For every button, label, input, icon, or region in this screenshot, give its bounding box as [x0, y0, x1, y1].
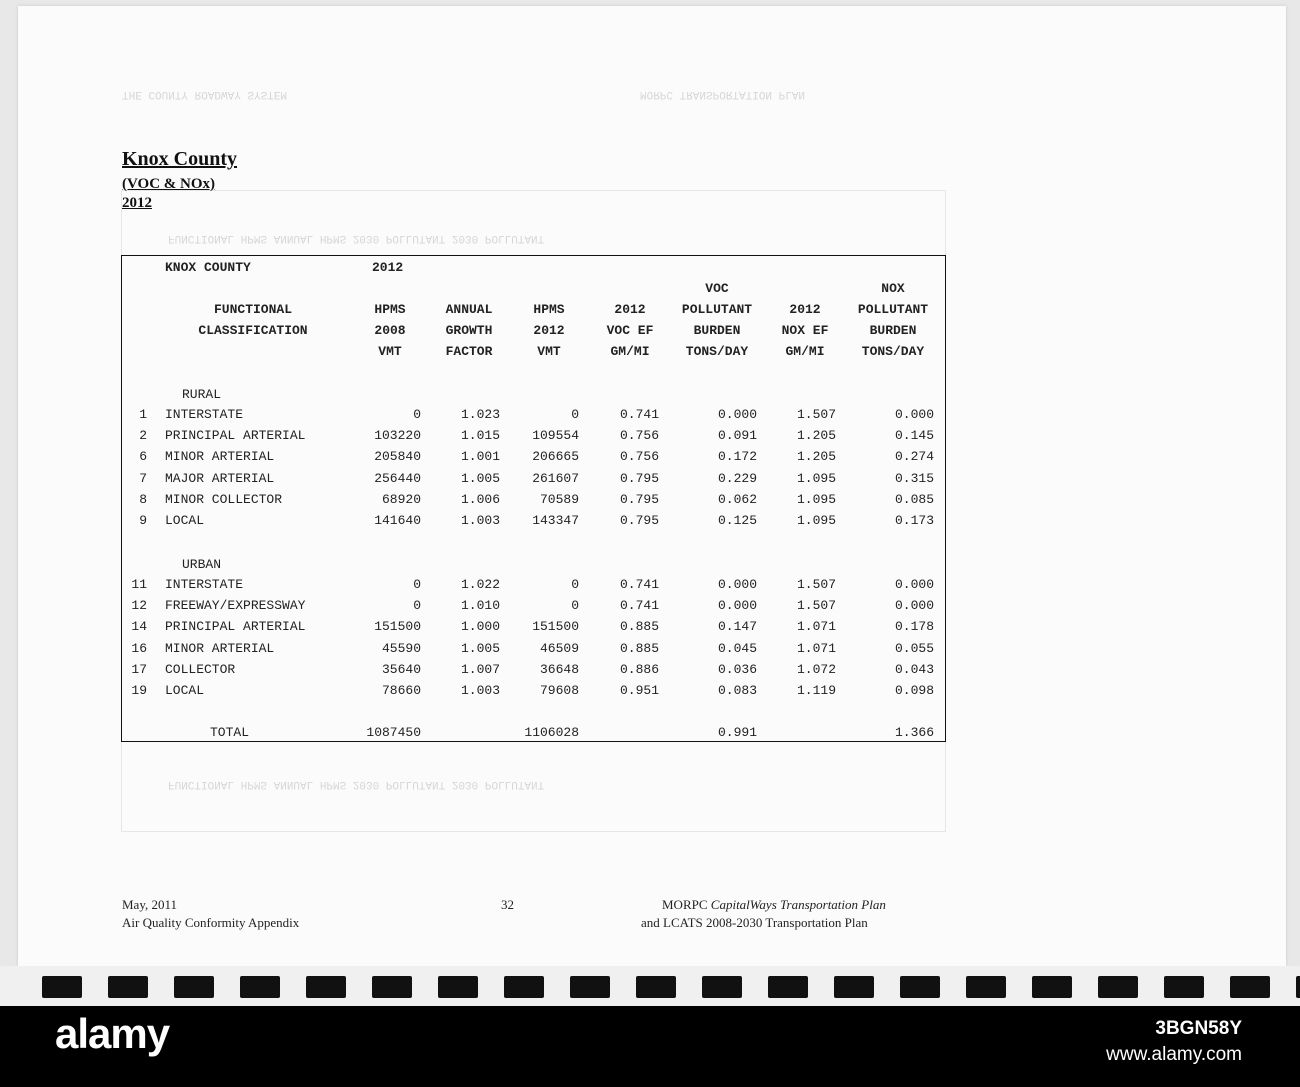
row-value: 1.006	[460, 491, 500, 507]
row-value: 70589	[539, 491, 579, 507]
binding-ring	[1098, 976, 1138, 998]
row-value: 0	[571, 577, 579, 592]
row-value: 1.205	[796, 428, 836, 444]
binding-ring	[636, 976, 676, 998]
binding-ring	[702, 976, 742, 998]
column-header: HPMS	[374, 302, 406, 317]
row-value: 0.741	[619, 407, 659, 422]
row-value: 0.062	[717, 491, 757, 507]
total-voc: 0.991	[717, 725, 757, 740]
row-value: 1.003	[460, 683, 500, 698]
row-value: 1.507	[796, 407, 836, 422]
row-classification: PRINCIPAL ARTERIAL	[165, 619, 306, 635]
row-value: 0.000	[894, 577, 934, 592]
binding-ring	[42, 976, 82, 998]
table-county-label: KNOX COUNTY	[165, 260, 251, 275]
row-value: 1.003	[460, 513, 500, 528]
page-year: 2012	[122, 195, 152, 211]
column-header: TONS/DAY	[685, 344, 749, 359]
row-value: 0	[413, 577, 421, 592]
table-year-label: 2012	[372, 260, 404, 275]
row-classification: INTERSTATE	[165, 407, 244, 422]
row-code: 17	[131, 661, 147, 677]
column-header: GROWTH	[445, 323, 493, 338]
row-value: 1.010	[460, 598, 500, 614]
row-value: 0.147	[717, 619, 757, 635]
row-value: 0.951	[619, 683, 659, 698]
row-value: 0.036	[717, 661, 757, 677]
column-header: GM/MI	[785, 344, 825, 359]
row-value: 1.507	[796, 577, 836, 592]
row-value: 0.756	[619, 428, 659, 444]
row-code: 12	[131, 598, 147, 614]
row-code: 6	[139, 449, 147, 465]
row-value: 151500	[532, 619, 579, 635]
row-value: 1.001	[460, 449, 500, 465]
column-header: TONS/DAY	[861, 344, 925, 359]
row-value: 1.095	[796, 470, 836, 486]
row-code: 9	[139, 513, 147, 528]
bleed-through-text-4: FUNCTIONAL HPMS ANNUAL HPMS 2030 POLLUTANT 2030 POLLUTANT	[168, 778, 545, 790]
footer-plan-prefix: MORPC	[662, 897, 711, 912]
column-header: BURDEN	[869, 323, 917, 338]
total-label: TOTAL	[210, 725, 250, 740]
row-value: 261607	[532, 470, 579, 486]
row-classification: PRINCIPAL ARTERIAL	[165, 428, 306, 444]
column-header: VOC	[705, 281, 729, 296]
row-value: 0.000	[894, 598, 934, 614]
column-header: NOX EF	[781, 323, 829, 338]
footer-appendix: Air Quality Conformity Appendix	[122, 915, 300, 930]
row-classification: LOCAL	[165, 683, 205, 698]
row-value: 0.756	[619, 449, 659, 465]
row-classification: MAJOR ARTERIAL	[165, 470, 275, 486]
row-value: 205840	[374, 449, 421, 465]
column-header: HPMS	[533, 302, 565, 317]
section-label-rural: RURAL	[182, 387, 222, 402]
footer-page-number: 32	[501, 897, 514, 912]
row-value: 0.315	[894, 470, 934, 486]
watermark-bar	[0, 1006, 1300, 1087]
row-code: 8	[139, 491, 147, 507]
column-header: POLLUTANT	[681, 302, 753, 317]
row-classification: FREEWAY/EXPRESSWAY	[165, 598, 306, 614]
binding-ring	[768, 976, 808, 998]
binding-ring	[900, 976, 940, 998]
binding-ring	[1164, 976, 1204, 998]
binding-ring	[1296, 976, 1300, 998]
row-value: 1.000	[460, 619, 500, 635]
bleed-through-text-3: FUNCTIONAL HPMS ANNUAL HPMS 2030 POLLUTANT 2030 POLLUTANT	[168, 232, 545, 244]
row-value: 151500	[374, 619, 421, 635]
row-value: 0.098	[894, 683, 934, 698]
footer-plan-line1	[662, 897, 886, 913]
row-classification: MINOR ARTERIAL	[165, 640, 275, 656]
row-value: 0.795	[619, 491, 659, 507]
row-value: 0.795	[619, 470, 659, 486]
binding-ring	[504, 976, 544, 998]
row-value: 0	[571, 598, 579, 614]
row-value: 79608	[539, 683, 579, 698]
row-value: 0.178	[894, 619, 934, 635]
row-value: 1.205	[796, 449, 836, 465]
row-value: 0.886	[619, 661, 659, 677]
row-value: 256440	[374, 470, 421, 486]
column-header: 2012	[614, 302, 646, 317]
watermark-url: www.alamy.com	[1106, 1044, 1242, 1065]
column-header: 2008	[374, 323, 406, 338]
page-subtitle: (VOC & NOx)	[122, 176, 216, 192]
column-header: CLASSIFICATION	[198, 323, 308, 338]
column-header: 2012	[789, 302, 821, 317]
column-header: FACTOR	[445, 344, 493, 359]
row-value: 0.000	[894, 407, 934, 422]
binding-ring	[1032, 976, 1072, 998]
binding-ring	[966, 976, 1006, 998]
row-value: 141640	[374, 513, 421, 528]
row-classification: MINOR ARTERIAL	[165, 449, 275, 465]
row-code: 2	[139, 428, 147, 444]
row-value: 0.000	[717, 577, 757, 592]
total-hpms-2012: 1106028	[524, 725, 579, 740]
row-value: 46509	[539, 640, 579, 656]
row-value: 103220	[374, 428, 421, 444]
binding-ring	[306, 976, 346, 998]
row-value: 78660	[381, 683, 421, 698]
row-value: 0	[571, 407, 579, 422]
row-value: 1.023	[460, 407, 500, 422]
row-value: 1.071	[796, 619, 836, 635]
row-value: 0.045	[717, 640, 757, 656]
binding-ring	[240, 976, 280, 998]
row-value: 0.795	[619, 513, 659, 528]
row-value: 0.043	[894, 661, 934, 677]
column-header: VMT	[537, 344, 561, 359]
row-value: 109554	[532, 428, 579, 444]
row-code: 7	[139, 470, 147, 486]
row-value: 1.072	[796, 661, 836, 677]
row-code: 11	[131, 577, 147, 592]
row-value: 0.145	[894, 428, 934, 444]
column-header: POLLUTANT	[857, 302, 929, 317]
column-header: FUNCTIONAL	[213, 302, 292, 317]
row-code: 16	[131, 640, 147, 656]
footer-date: May, 2011	[122, 897, 178, 912]
row-value: 1.005	[460, 640, 500, 656]
row-code: 14	[131, 619, 147, 635]
row-value: 1.015	[460, 428, 500, 444]
column-header: 2012	[533, 323, 565, 338]
row-value: 36648	[539, 661, 579, 677]
row-value: 1.095	[796, 491, 836, 507]
row-value: 0.173	[894, 513, 934, 528]
row-value: 1.005	[460, 470, 500, 486]
row-value: 0.125	[717, 513, 757, 528]
row-code: 19	[131, 683, 147, 698]
bleed-through-text: THE COUNTY ROADWAY SYSTEM	[122, 88, 288, 100]
row-value: 0.083	[717, 683, 757, 698]
row-value: 0.741	[619, 577, 659, 592]
row-classification: MINOR COLLECTOR	[165, 491, 283, 507]
row-value: 45590	[381, 640, 421, 656]
row-value: 1.119	[796, 683, 836, 698]
row-value: 0.085	[894, 491, 934, 507]
column-header: GM/MI	[610, 344, 650, 359]
binding-ring	[834, 976, 874, 998]
total-nox: 1.366	[894, 725, 934, 740]
column-header: VMT	[378, 344, 402, 359]
row-value: 0.274	[894, 449, 934, 465]
binding-ring	[1230, 976, 1270, 998]
page-title: Knox County	[122, 148, 238, 170]
row-value: 0	[413, 598, 421, 614]
row-value: 0	[413, 407, 421, 422]
column-header: NOX	[881, 281, 905, 296]
row-value: 1.022	[460, 577, 500, 592]
row-value: 1.007	[460, 661, 500, 677]
binding-ring	[570, 976, 610, 998]
column-header: ANNUAL	[445, 302, 493, 317]
bleed-through-text-2: MORPC TRANSPORTATION PLAN	[640, 88, 806, 100]
row-value: 0.885	[619, 640, 659, 656]
row-value: 1.071	[796, 640, 836, 656]
row-value: 0.091	[717, 428, 757, 444]
binding-ring	[372, 976, 412, 998]
row-value: 0.172	[717, 449, 757, 465]
row-value: 0.885	[619, 619, 659, 635]
binding-ring	[438, 976, 478, 998]
column-header: BURDEN	[693, 323, 741, 338]
row-value: 0.229	[717, 470, 757, 486]
row-value: 0.055	[894, 640, 934, 656]
row-value: 0.741	[619, 598, 659, 614]
watermark-logo: alamy	[55, 1010, 170, 1057]
row-value: 1.095	[796, 513, 836, 528]
footer-plan-line2: and LCATS 2008-2030 Transportation Plan	[641, 915, 868, 930]
row-value: 68920	[381, 491, 421, 507]
row-classification: COLLECTOR	[165, 661, 236, 677]
row-value: 1.507	[796, 598, 836, 614]
watermark-image-id: 3BGN58Y	[1155, 1018, 1242, 1039]
footer-plan-italic: CapitalWays Transportation Plan	[710, 897, 886, 912]
row-classification: INTERSTATE	[165, 577, 244, 592]
total-hpms-2008: 1087450	[366, 725, 421, 740]
row-value: 206665	[532, 449, 579, 465]
row-classification: LOCAL	[165, 513, 205, 528]
row-code: 1	[139, 407, 147, 422]
row-value: 143347	[532, 513, 579, 528]
column-header: VOC EF	[606, 323, 654, 338]
binding-ring	[174, 976, 214, 998]
row-value: 0.000	[717, 407, 757, 422]
row-value: 0.000	[717, 598, 757, 614]
row-value: 35640	[381, 661, 421, 677]
section-label-urban: URBAN	[182, 557, 222, 572]
binding-ring	[108, 976, 148, 998]
